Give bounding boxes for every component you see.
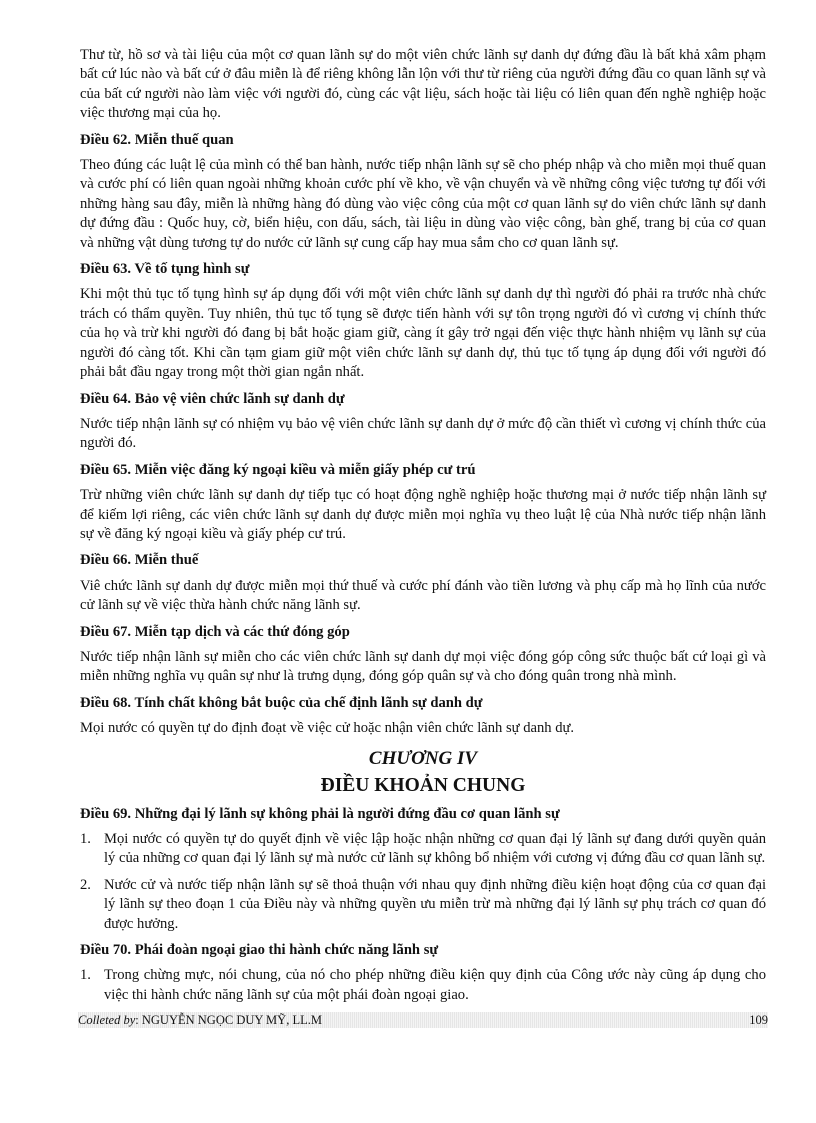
- item-number: 1.: [80, 831, 91, 847]
- footer-credit: [78, 1012, 322, 1028]
- article-title: Điều 62. Miễn thuế quan: [80, 131, 234, 148]
- list-item: [80, 876, 766, 934]
- article-body: Trừ những viên chức lãnh sự danh dự tiếp tục có hoạt động nghề nghiệp hoặc thương mại ở nước tiếp nhận lãnh sự để kiếm lợi riêng, các viên chức lãnh sự danh dự được miễn mọi nghĩa vụ theo luật lệ của Nhà nước tiếp nhận lãnh sự về đăng ký ngoại kiều và giấy phép cư trú.: [80, 487, 766, 542]
- article-body: Nước tiếp nhận lãnh sự có nhiệm vụ bảo vệ viên chức lãnh sự danh dự ở mức độ cần thiết vì cương vị chính thức của người đó.: [80, 415, 766, 452]
- list-item: [80, 830, 766, 869]
- article-title: Điều 65. Miễn việc đăng ký ngoại kiều và miễn giấy phép cư trú: [80, 461, 476, 478]
- list-item: [80, 966, 766, 1005]
- item-text: Nước cử và nước tiếp nhận lãnh sự sẽ thoả thuận với nhau quy định những điều kiện hoạt động của cơ quan đại lý lãnh sự theo đoạn 1 của Điều này và những quyền ưu miễn trừ mà những đại lý lãnh sự phụ trách cơ quan đó được hưởng.: [104, 876, 766, 932]
- chapter-title: ĐIỀU KHOẢN CHUNG: [320, 774, 526, 796]
- item-text: Trong chừng mực, nói chung, của nó cho phép những điều kiện quy định của Công ước này cũng áp dụng cho việc thi hành chức năng lãnh sự của một phái đoàn ngoại giao.: [104, 967, 766, 1003]
- item-number: 2.: [80, 876, 91, 893]
- article-title: Điều 66. Miễn thuế: [80, 552, 199, 569]
- article-title: Điều 67. Miễn tạp dịch và các thứ đóng góp: [80, 623, 350, 640]
- article-body: Nước tiếp nhận lãnh sự miễn cho các viên chức lãnh sự danh dự mọi việc đóng góp công sức thuộc bất cứ loại gì và miễn những nghĩa vụ quân sự như là trưng dụng, đóng góp quân sự và cho đóng quân trong nhà mình.: [80, 648, 766, 685]
- page-number: 109: [749, 1013, 768, 1028]
- article-70-list: [80, 966, 766, 1005]
- article-69-list: [80, 830, 766, 934]
- article-title: Điều 68. Tính chất không bắt buộc của chế định lãnh sự danh dự: [80, 694, 483, 711]
- article-70-title: Điều 70. Phái đoàn ngoại giao thi hành chức năng lãnh sự: [80, 942, 439, 959]
- item-text: Mọi nước có quyền tự do quyết định về việc lập hoặc nhận những cơ quan đại lý lãnh sự đang dưới quyền quản lý của những cơ quan đại lý lãnh sự mà nước cử lãnh sự không bổ nhiệm với cương vị đứng đầu cơ quan lãnh sự.: [104, 831, 766, 867]
- article-69-title: Điều 69. Những đại lý lãnh sự không phải là người đứng đầu cơ quan lãnh sự: [80, 805, 560, 822]
- article-title: Điều 64. Bảo vệ viên chức lãnh sự danh dự: [80, 390, 345, 407]
- article-body: Mọi nước có quyền tự do định đoạt về việc cử hoặc nhận viên chức lãnh sự danh dự.: [80, 720, 575, 737]
- articles-62-68: [80, 131, 766, 739]
- footer-author: : NGUYỄN NGỌC DUY MỸ, LL.M: [135, 1013, 322, 1028]
- article-body: Viê chức lãnh sự danh dự được miễn mọi thứ thuế và cước phí đánh vào tiền lương và phụ cấp mà họ lĩnh của nước cử lãnh sự về việc thừa hành chức năng lãnh sự.: [80, 577, 766, 614]
- footer-label: Colleted by: [78, 1013, 136, 1028]
- document-page: [80, 0, 766, 1005]
- article-title: Điều 63. Về tố tụng hình sự: [80, 261, 250, 278]
- chapter-label: CHƯƠNG IV: [368, 747, 478, 769]
- item-number: 1.: [80, 967, 91, 984]
- intro-paragraph: Thư từ, hồ sơ và tài liệu của một cơ quan lãnh sự do một viên chức lãnh sự danh dự đứng đầu là bất khả xâm phạm bất cứ lúc nào và bất cứ ở đâu miễn là để riêng không lẫn lộn với thư từ riêng của người đứng đầu co quan lãnh sự và của bất cứ người nào làm việc với người đó, cùng các vật liệu, sách hoặc tài liệu có liên quan đến nghề nghiệp hoặc việc thương mại của họ.: [80, 47, 766, 122]
- page-footer: [78, 1012, 768, 1028]
- article-body: Theo đúng các luật lệ của mình có thể ban hành, nước tiếp nhận lãnh sự sẽ cho phép nhập và cho miễn mọi thuế quan và cước phí có liên quan ngoài những khoản cước phí về kho, về vận chuyển và về những công việc tương tự đối với những hàng sau đây, miễn là những hàng đó dùng vào việc công của một cơ quan lãnh sự do viên chức lãnh sự danh dự đứng đầu : Quốc huy, cờ, biển hiệu, con dấu, sách, tài liệu in dùng vào việc công, bàn ghế, trang bị của cơ quan và những vật dùng tương tự do nước cử lãnh sự cung cấp hay mua sắm cho cơ quan lãnh sự.: [80, 157, 766, 251]
- article-body: Khi một thủ tục tố tụng hình sự áp dụng đối với một viên chức lãnh sự danh dự thì người đó phải ra trước nhà chức trách có thẩm quyền. Tuy nhiên, thủ tục tố tụng sẽ được tiến hành với sự tôn trọng người đó vì cương vị chính thức của họ và trừ khi người đó đang bị bắt hoặc giam giữ, càng ít gây trở ngại đến việc thực hành nhiệm vụ lãnh sự của người đó càng tốt. Khi cần tạm giam giữ một viên chức lãnh sự danh dự, thủ tục tố tụng áp dụng đối với người đó phải bắt đầu ngay trong một thời gian ngắn nhất.: [80, 286, 766, 381]
